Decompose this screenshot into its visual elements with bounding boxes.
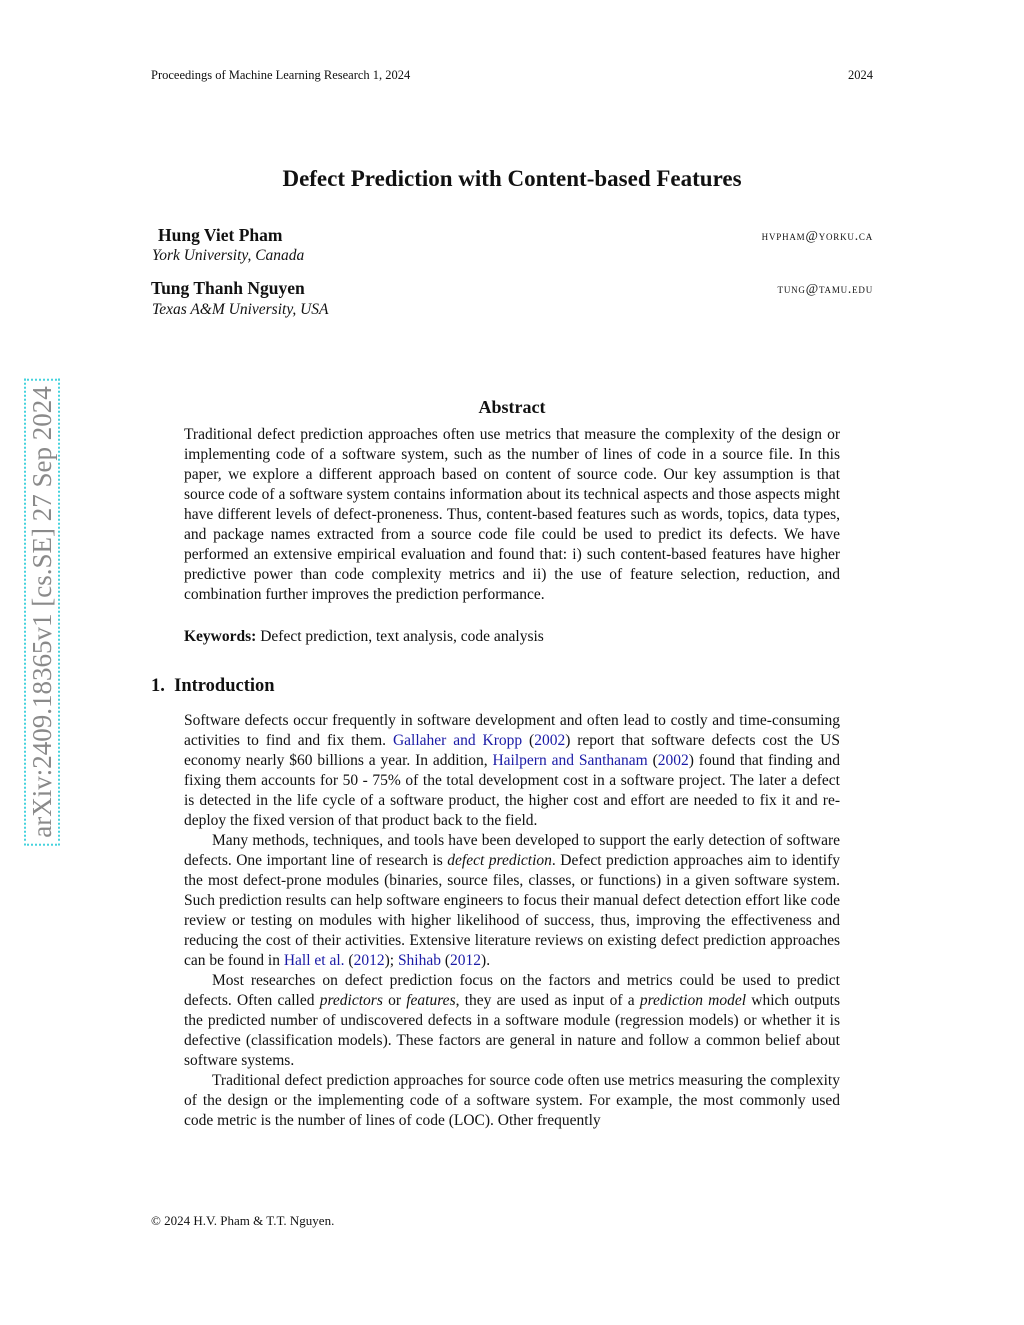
- paragraph-text: Many methods, techniques, and tools have been developed to support the early detection of software defects. One important line of research is: [184, 832, 840, 869]
- emphasis-text: defect prediction: [447, 852, 552, 869]
- paragraph-text: ) found that finding and fixing them accounts for 50 - 75% of the total development cost in a software project. The later a defect is detected in the life cycle of a software product, the higher cost and effort are needed to fix it and re-deploy the fixed version of that product back to the field.: [184, 752, 840, 829]
- paragraph-text: or: [382, 992, 407, 1009]
- abstract-text: Traditional defect prediction approaches often use metrics that measure the complexity of the design or implementing code of a software system, such as the number of lines of code in a source file. In this paper, we explore a different approach based on content of source code. Our key assumption is that source code of a software system contains information about its technical aspects and those aspects might have different levels of defect-proneness. Thus, content-based features such as words, topics, data types, and package names extracted from a source code file could be used to predict its defects. We have performed an extensive empirical evaluation and found that: i) such content-based features have higher predictive power than code complexity metrics and ii) the use of feature selection, reduction, and combination further improves the prediction performance.: [184, 426, 840, 603]
- emphasis-text: predictors: [319, 992, 383, 1009]
- author-2-name: Tung Thanh Nguyen: [151, 278, 305, 298]
- citation-link[interactable]: 2002: [534, 732, 566, 749]
- citation-link[interactable]: 2012: [353, 952, 385, 969]
- author-2-affiliation: Texas A&M University, USA: [152, 301, 329, 318]
- citation-link[interactable]: Hailpern and Santhanam: [492, 752, 648, 769]
- copyright-footer: © 2024 H.V. Pham & T.T. Nguyen.: [151, 1213, 335, 1228]
- paragraph-text: ) report that software defects cost the US economy nearly $60 billions a year. In addition,: [184, 732, 840, 769]
- paper-title: Defect Prediction with Content-based Features: [282, 166, 742, 191]
- introduction-body: [184, 711, 840, 1131]
- paragraph-text: which outputs the predicted number of undiscovered defects in a software module (regression models) or whether it is defective (classification models). These factors are general in nature and follow a common belief about software systems.: [184, 992, 841, 1069]
- citation-link[interactable]: 2002: [657, 752, 689, 769]
- paragraph-text: Software defects occur frequently in software development and often lead to costly and time-consuming activities to find and fix them.: [184, 712, 840, 749]
- paragraph-text: Most researches on defect prediction focus on the factors and metrics could be used to predict defects. Often called: [184, 972, 840, 1009]
- running-header-right: 2024: [848, 68, 873, 82]
- keywords-label: Keywords:: [184, 628, 257, 645]
- paragraph-text: . Defect prediction approaches aim to identify the most defect-prone modules (binaries, source files, classes, or functions) in a given software system. Such prediction results can help software engineers to focus their manual defect detection effort like code review or testing on modules with higher likelihood of success, thus, improving the effectiveness and reducing the cost of their activities. Extensive literature reviews on existing defect prediction approaches can be found in: [184, 852, 840, 969]
- paragraph-text: , they are used as input of a: [455, 992, 640, 1009]
- running-header-left: Proceedings of Machine Learning Research 1, 2024: [151, 68, 411, 82]
- author-2-email: tung@tamu.edu: [777, 281, 873, 296]
- paragraph-text: (: [344, 952, 354, 969]
- keywords: [184, 627, 840, 647]
- author-1-name: Hung Viet Pham: [158, 225, 283, 245]
- author-1-email: hvpham@yorku.ca: [761, 228, 873, 243]
- intro-paragraph: [184, 971, 840, 1071]
- citation-link[interactable]: Hall et al.: [283, 952, 345, 969]
- intro-paragraph: [184, 831, 840, 971]
- paragraph-text: (: [647, 752, 658, 769]
- emphasis-text: features: [406, 992, 456, 1009]
- running-header: [151, 68, 873, 83]
- section-title: Introduction: [174, 676, 275, 696]
- keywords-list: Defect prediction, text analysis, code analysis: [260, 628, 544, 645]
- intro-paragraph: [184, 1071, 840, 1131]
- citation-link[interactable]: 2012: [450, 952, 482, 969]
- citation-link[interactable]: Gallaher and Kropp: [392, 732, 523, 749]
- citation-link[interactable]: Shihab: [397, 952, 441, 969]
- intro-paragraph: [184, 711, 840, 831]
- paragraph-text: (: [522, 732, 535, 749]
- paragraph-text: Traditional defect prediction approaches for source code often use metrics measuring the complexity of the design or the implementing code of a software system. For example, the most commonly used code metric is the number of lines of code (LOC). Other frequently: [184, 1072, 840, 1129]
- paragraph-text: (: [441, 952, 451, 969]
- arxiv-stamp[interactable]: arXiv:2409.18365v1 [cs.SE] 27 Sep 2024: [24, 378, 60, 845]
- section-heading: [151, 676, 275, 697]
- paragraph-text: );: [384, 952, 398, 969]
- author-1-affiliation: York University, Canada: [152, 247, 305, 264]
- abstract-heading: Abstract: [478, 397, 546, 417]
- section-number: 1.: [151, 676, 165, 696]
- emphasis-text: prediction model: [639, 992, 747, 1009]
- paragraph-text: ).: [481, 952, 491, 969]
